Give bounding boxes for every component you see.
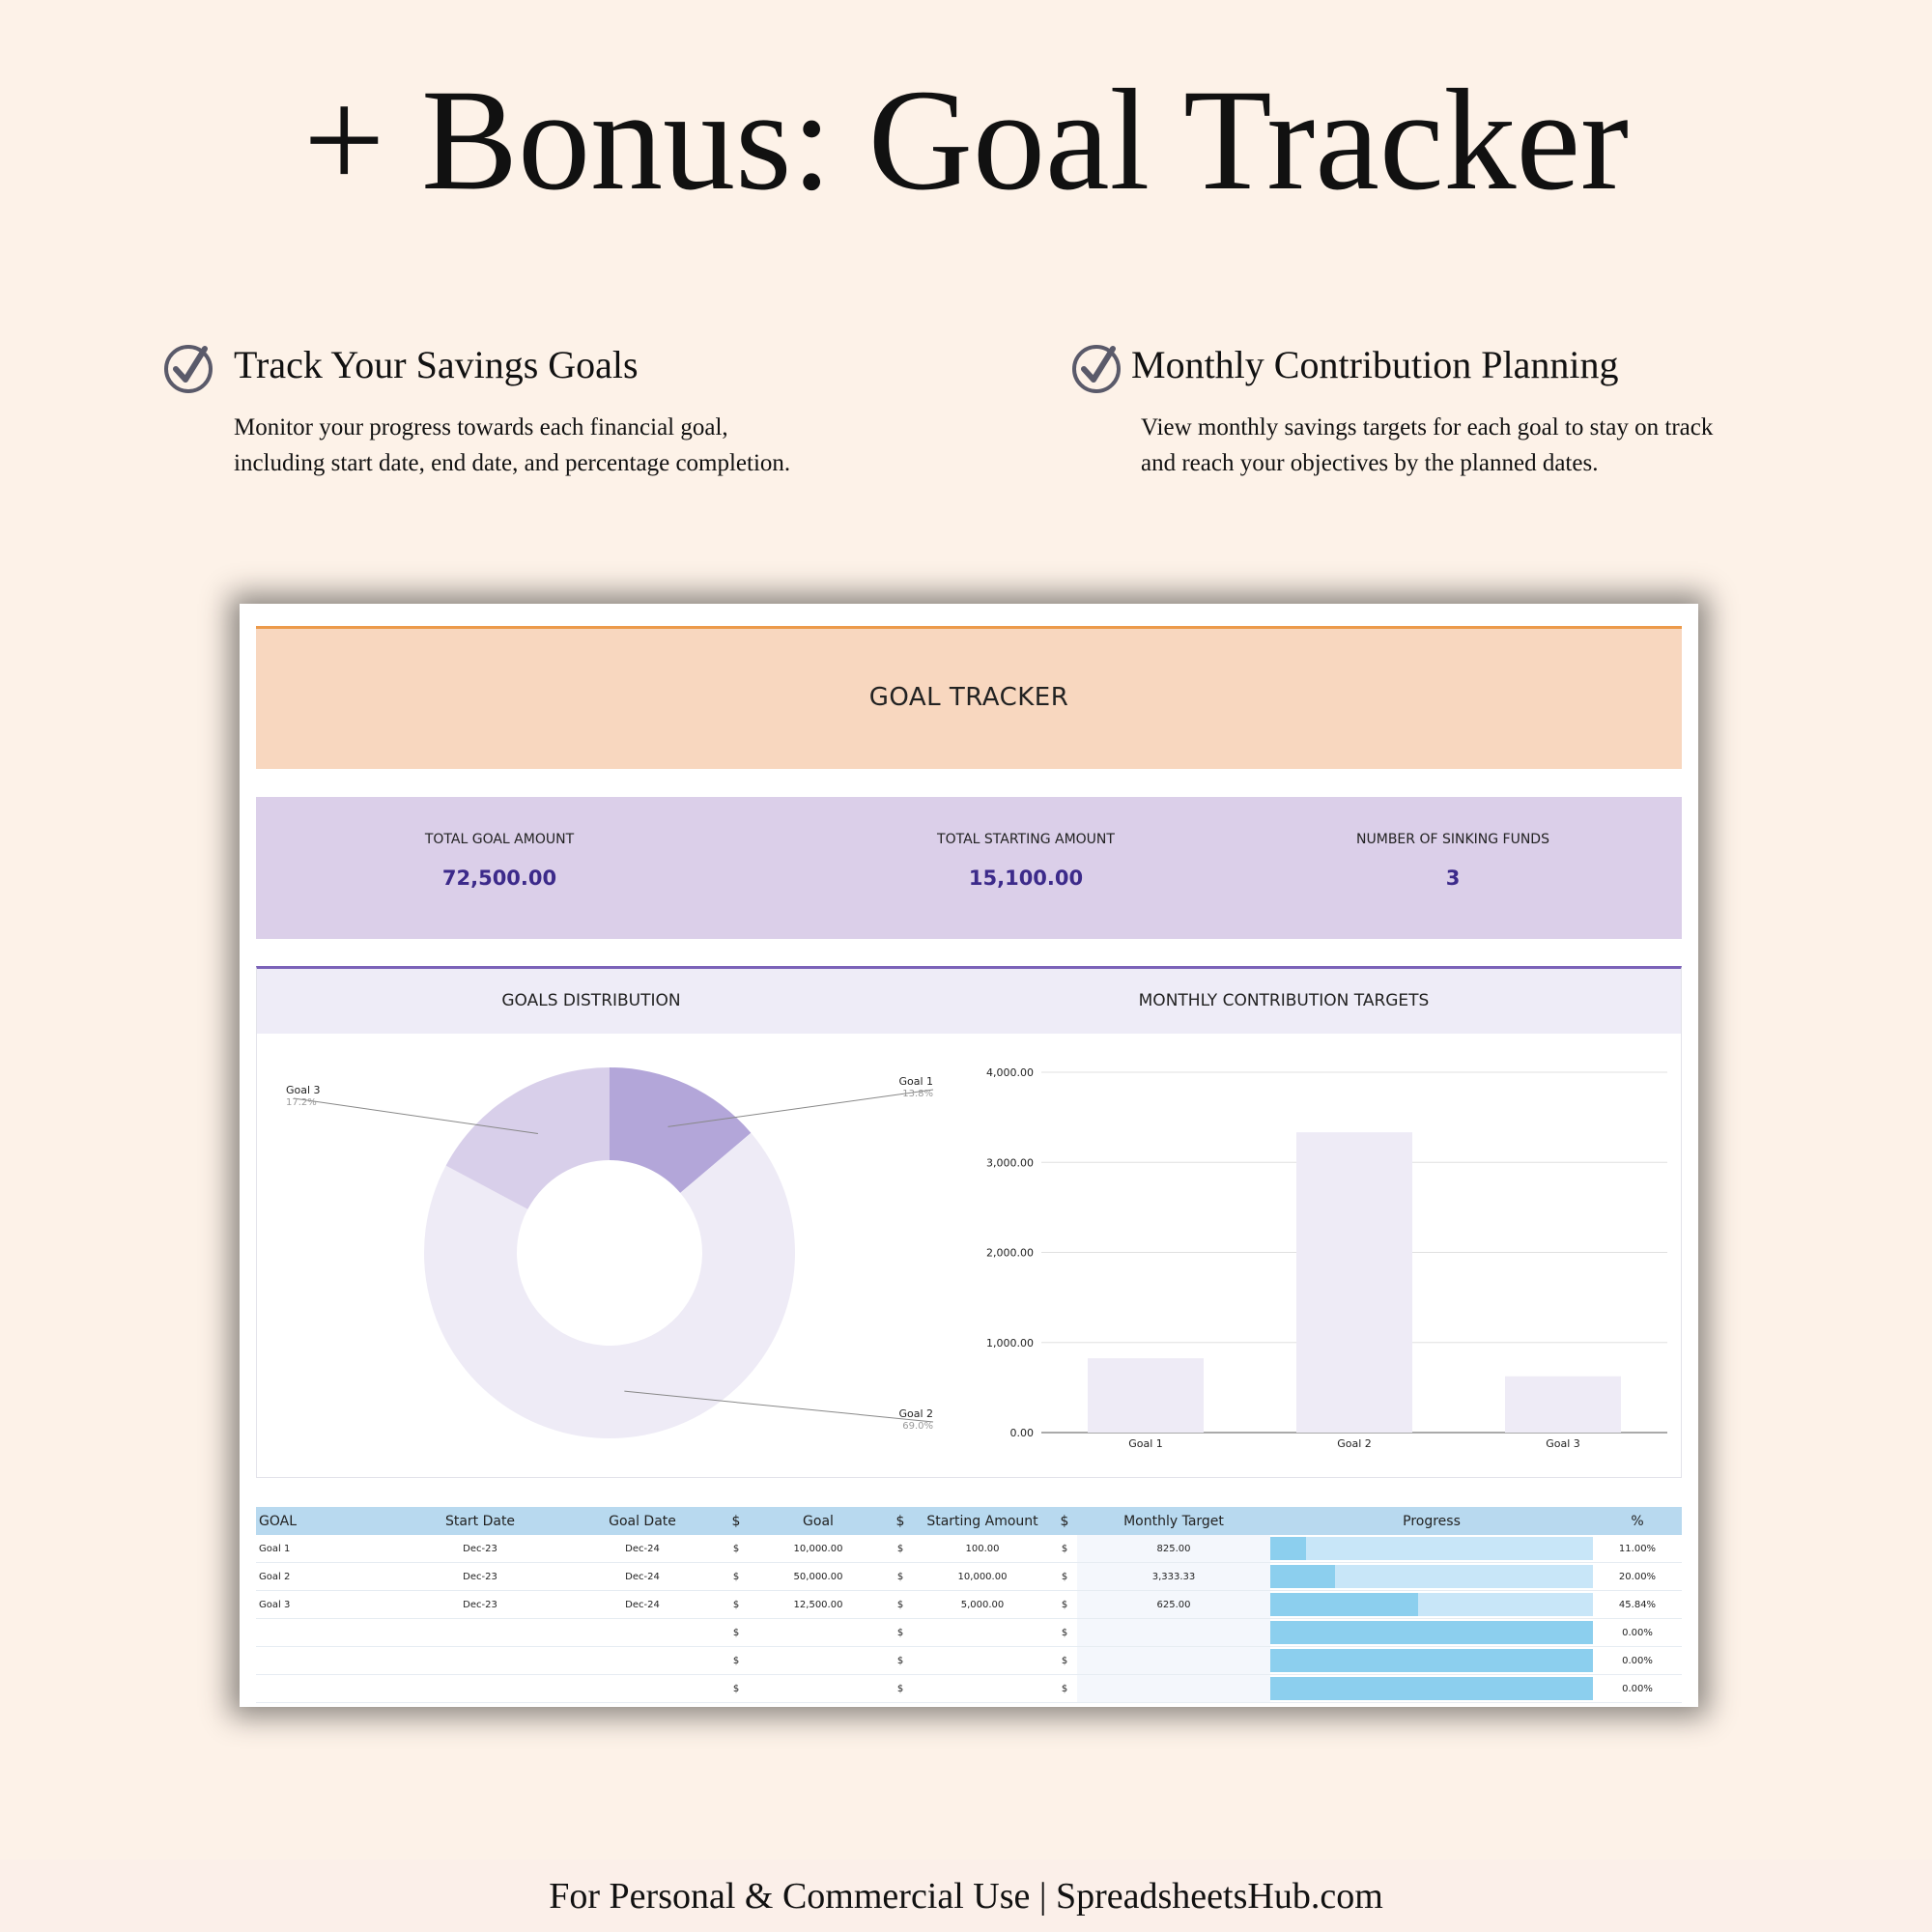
table-cell-start xyxy=(399,1619,561,1647)
progress-bar xyxy=(1270,1621,1593,1644)
table-cell-amount xyxy=(749,1647,888,1675)
table-cell-amount: 50,000.00 xyxy=(749,1563,888,1591)
table-cell-monthly xyxy=(1077,1675,1270,1703)
table-cell-starting xyxy=(913,1647,1052,1675)
table-row xyxy=(256,1535,1682,1563)
table-cell-monthly xyxy=(1077,1647,1270,1675)
table-cell-goal: Goal 2 xyxy=(256,1563,399,1591)
table-cell-cur1: $ xyxy=(724,1563,749,1591)
table-cell-cur1: $ xyxy=(724,1535,749,1563)
bar-3 xyxy=(1505,1377,1621,1433)
table-header-cell: % xyxy=(1593,1507,1682,1535)
sheet-title: GOAL TRACKER xyxy=(868,683,1069,712)
table-cell-goal: Goal 1 xyxy=(256,1535,399,1563)
table-cell-starting: 10,000.00 xyxy=(913,1563,1052,1591)
table-cell-progress xyxy=(1270,1591,1593,1619)
progress-bar xyxy=(1270,1677,1593,1700)
donut-value-label: 13.8% xyxy=(902,1089,933,1099)
progress-bar-fill xyxy=(1270,1593,1418,1616)
feature-title-monthly-planning: Monthly Contribution Planning xyxy=(1131,343,1619,386)
bar-y-tick: 0.00 xyxy=(1009,1427,1034,1439)
bar-y-tick: 3,000.00 xyxy=(986,1156,1034,1170)
table-cell-monthly: 825.00 xyxy=(1077,1535,1270,1563)
table-cell-end: Dec-24 xyxy=(561,1591,724,1619)
table-cell-progress xyxy=(1270,1535,1593,1563)
summary-label: NUMBER OF SINKING FUNDS xyxy=(1356,832,1549,847)
feature-desc-monthly-planning xyxy=(1141,410,1713,481)
footer-bar xyxy=(0,1860,1932,1932)
footer-text: For Personal & Commercial Use | SpreadsheetsHub.com xyxy=(549,1876,1383,1917)
table-cell-end xyxy=(561,1619,724,1647)
table-cell-amount xyxy=(749,1675,888,1703)
bar-y-tick: 2,000.00 xyxy=(986,1246,1034,1260)
table-cell-progress xyxy=(1270,1563,1593,1591)
bar-1 xyxy=(1088,1358,1204,1433)
bar-x-label: Goal 1 xyxy=(1128,1437,1163,1450)
table-cell-cur1: $ xyxy=(724,1647,749,1675)
progress-bar xyxy=(1270,1565,1593,1588)
feature-title-savings-goals: Track Your Savings Goals xyxy=(234,343,639,386)
table-header-cell: Goal Date xyxy=(561,1507,724,1535)
table-cell-monthly: 625.00 xyxy=(1077,1591,1270,1619)
table-cell-progress xyxy=(1270,1675,1593,1703)
table-cell-cur1: $ xyxy=(724,1619,749,1647)
sheet-banner xyxy=(256,626,1682,769)
table-row xyxy=(256,1563,1682,1591)
table-cell-goal xyxy=(256,1619,399,1647)
table-cell-cur2: $ xyxy=(888,1619,913,1647)
table-cell-cur2: $ xyxy=(888,1563,913,1591)
donut-label: Goal 1 xyxy=(898,1075,933,1088)
table-cell-cur1: $ xyxy=(724,1591,749,1619)
monthly-targets-bar-chart xyxy=(972,1034,1681,1478)
progress-bar xyxy=(1270,1537,1593,1560)
table-cell-cur3: $ xyxy=(1052,1535,1077,1563)
table-cell-starting: 100.00 xyxy=(913,1535,1052,1563)
table-cell-cur3: $ xyxy=(1052,1563,1077,1591)
table-cell-goal xyxy=(256,1647,399,1675)
bar-y-tick: 4,000.00 xyxy=(986,1066,1034,1079)
table-header-cell: Goal xyxy=(749,1507,888,1535)
table-cell-percent: 0.00% xyxy=(1593,1675,1682,1703)
feature-desc-savings-goals xyxy=(234,410,790,481)
check-circle-icon xyxy=(162,341,214,393)
table-cell-cur2: $ xyxy=(888,1591,913,1619)
check-circle-icon xyxy=(1070,341,1122,393)
table-cell-start: Dec-23 xyxy=(399,1535,561,1563)
donut-label: Goal 2 xyxy=(898,1407,933,1420)
table-cell-cur3: $ xyxy=(1052,1619,1077,1647)
table-header-row xyxy=(256,1507,1682,1535)
feature-desc-line: Monitor your progress towards each financial goal, xyxy=(234,414,728,440)
table-row xyxy=(256,1591,1682,1619)
bar-2 xyxy=(1296,1132,1412,1433)
table-cell-end xyxy=(561,1647,724,1675)
table-cell-end: Dec-24 xyxy=(561,1563,724,1591)
table-cell-percent: 45.84% xyxy=(1593,1591,1682,1619)
table-cell-percent: 11.00% xyxy=(1593,1535,1682,1563)
table-cell-starting xyxy=(913,1619,1052,1647)
bar-x-label: Goal 2 xyxy=(1337,1437,1372,1450)
table-cell-starting xyxy=(913,1675,1052,1703)
table-cell-progress xyxy=(1270,1647,1593,1675)
table-cell-start xyxy=(399,1647,561,1675)
table-header-cell: $ xyxy=(888,1507,913,1535)
charts-panel xyxy=(256,966,1682,1478)
summary-value: 72,500.00 xyxy=(441,867,557,890)
progress-bar-fill xyxy=(1270,1621,1593,1644)
goals-table xyxy=(256,1507,1682,1703)
table-cell-percent: 0.00% xyxy=(1593,1647,1682,1675)
table-header-cell: $ xyxy=(1052,1507,1077,1535)
table-cell-end: Dec-24 xyxy=(561,1535,724,1563)
table-row xyxy=(256,1647,1682,1675)
goal-tracker-sheet xyxy=(240,604,1698,1707)
table-cell-cur3: $ xyxy=(1052,1647,1077,1675)
progress-bar-fill xyxy=(1270,1677,1593,1700)
chart-title-distribution: GOALS DISTRIBUTION xyxy=(501,991,681,1010)
table-body xyxy=(256,1535,1682,1703)
summary-panel xyxy=(256,797,1682,939)
feature-desc-line: and reach your objectives by the planned dates. xyxy=(1141,450,1599,476)
chart-title-monthly: MONTHLY CONTRIBUTION TARGETS xyxy=(1138,991,1430,1010)
table-cell-cur3: $ xyxy=(1052,1675,1077,1703)
table-cell-cur2: $ xyxy=(888,1535,913,1563)
table-header-cell: Start Date xyxy=(399,1507,561,1535)
summary-value: 3 xyxy=(1445,867,1461,890)
bar-y-tick: 1,000.00 xyxy=(986,1336,1034,1350)
table-header-cell: GOAL xyxy=(256,1507,399,1535)
progress-bar xyxy=(1270,1649,1593,1672)
table-cell-percent: 20.00% xyxy=(1593,1563,1682,1591)
table-cell-cur1: $ xyxy=(724,1675,749,1703)
table-header-cell: $ xyxy=(724,1507,749,1535)
feature-desc-line: including start date, end date, and percentage completion. xyxy=(234,450,791,476)
summary-label: TOTAL GOAL AMOUNT xyxy=(424,832,575,847)
donut-value-label: 69.0% xyxy=(902,1421,933,1432)
table-cell-amount: 12,500.00 xyxy=(749,1591,888,1619)
table-cell-cur2: $ xyxy=(888,1675,913,1703)
table-cell-starting: 5,000.00 xyxy=(913,1591,1052,1619)
progress-bar-fill xyxy=(1270,1537,1306,1560)
page-headline: + Bonus: Goal Tracker xyxy=(302,60,1630,220)
table-cell-amount xyxy=(749,1619,888,1647)
table-cell-start: Dec-23 xyxy=(399,1563,561,1591)
donut-label: Goal 3 xyxy=(286,1084,321,1096)
table-cell-cur3: $ xyxy=(1052,1591,1077,1619)
table-row xyxy=(256,1619,1682,1647)
table-cell-monthly xyxy=(1077,1619,1270,1647)
progress-bar-fill xyxy=(1270,1649,1593,1672)
summary-label: TOTAL STARTING AMOUNT xyxy=(937,832,1115,847)
table-cell-progress xyxy=(1270,1619,1593,1647)
goals-distribution-donut xyxy=(257,1034,972,1478)
charts-header xyxy=(257,969,1681,1034)
table-cell-start: Dec-23 xyxy=(399,1591,561,1619)
progress-bar-fill xyxy=(1270,1565,1335,1588)
table-cell-goal xyxy=(256,1675,399,1703)
table-header-cell: Progress xyxy=(1270,1507,1593,1535)
table-cell-goal: Goal 3 xyxy=(256,1591,399,1619)
progress-bar xyxy=(1270,1593,1593,1616)
table-header-cell: Starting Amount xyxy=(913,1507,1052,1535)
table-cell-cur2: $ xyxy=(888,1647,913,1675)
table-header-cell: Monthly Target xyxy=(1077,1507,1270,1535)
table-cell-percent: 0.00% xyxy=(1593,1619,1682,1647)
bar-x-label: Goal 3 xyxy=(1546,1437,1580,1450)
table-row xyxy=(256,1675,1682,1703)
summary-value: 15,100.00 xyxy=(968,867,1084,890)
table-cell-end xyxy=(561,1675,724,1703)
table-cell-monthly: 3,333.33 xyxy=(1077,1563,1270,1591)
donut-value-label: 17.2% xyxy=(286,1097,317,1108)
table-cell-start xyxy=(399,1675,561,1703)
table-cell-amount: 10,000.00 xyxy=(749,1535,888,1563)
feature-desc-line: View monthly savings targets for each goal to stay on track xyxy=(1141,414,1714,440)
